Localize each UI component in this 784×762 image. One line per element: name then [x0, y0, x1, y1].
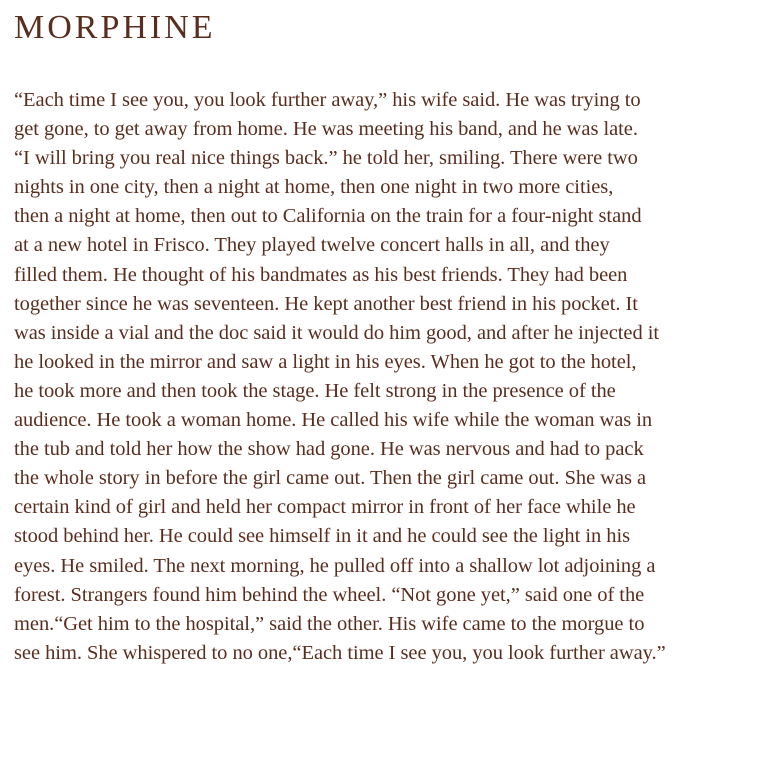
story-line: see him. She whispered to no one,“Each time I see you, you look further away.” [14, 641, 666, 664]
story-line: men.“Get him to the hospital,” said the other. His wife came to the morgue to [14, 612, 645, 635]
story-line: nights in one city, then a night at home, then one night in two more cities, [14, 176, 614, 199]
story-line: he looked in the mirror and saw a light in his eyes. When he got to the hotel, [14, 350, 637, 373]
story-line: at a new hotel in Frisco. They played twelve concert halls in all, and they [14, 234, 610, 257]
story-line: the whole story in before the girl came out. Then the girl came out. She was a [14, 467, 647, 490]
story-line: filled them. He thought of his bandmates as his best friends. They had been [14, 263, 628, 286]
story-line: he took more and then took the stage. He felt strong in the presence of the [14, 379, 616, 402]
story-body [14, 86, 784, 668]
story-title: MORPHINE [14, 9, 216, 46]
story-line: eyes. He smiled. The next morning, he pulled off into a shallow lot adjoining a [14, 554, 656, 577]
story-line: get gone, to get away from home. He was meeting his band, and he was late. [14, 118, 638, 141]
story-line: “Each time I see you, you look further away,” his wife said. He was trying to [14, 89, 641, 111]
story-line: then a night at home, then out to California on the train for a four-night stand [14, 205, 642, 228]
story-line: audience. He took a woman home. He called his wife while the woman was in [14, 409, 653, 432]
story-line: stood behind her. He could see himself in it and he could see the light in his [14, 525, 631, 548]
story-line: “I will bring you real nice things back.” he told her, smiling. There were two [14, 147, 638, 170]
story-line: certain kind of girl and held her compact mirror in front of her face while he [14, 496, 636, 519]
story-line: forest. Strangers found him behind the wheel. “Not gone yet,” said one of the [14, 583, 645, 606]
story-line: the tub and told her how the show had gone. He was nervous and had to pack [14, 438, 644, 461]
story-line: together since he was seventeen. He kept another best friend in his pocket. It [14, 292, 638, 315]
story-line: was inside a vial and the doc said it would do him good, and after he injected it [14, 321, 660, 344]
